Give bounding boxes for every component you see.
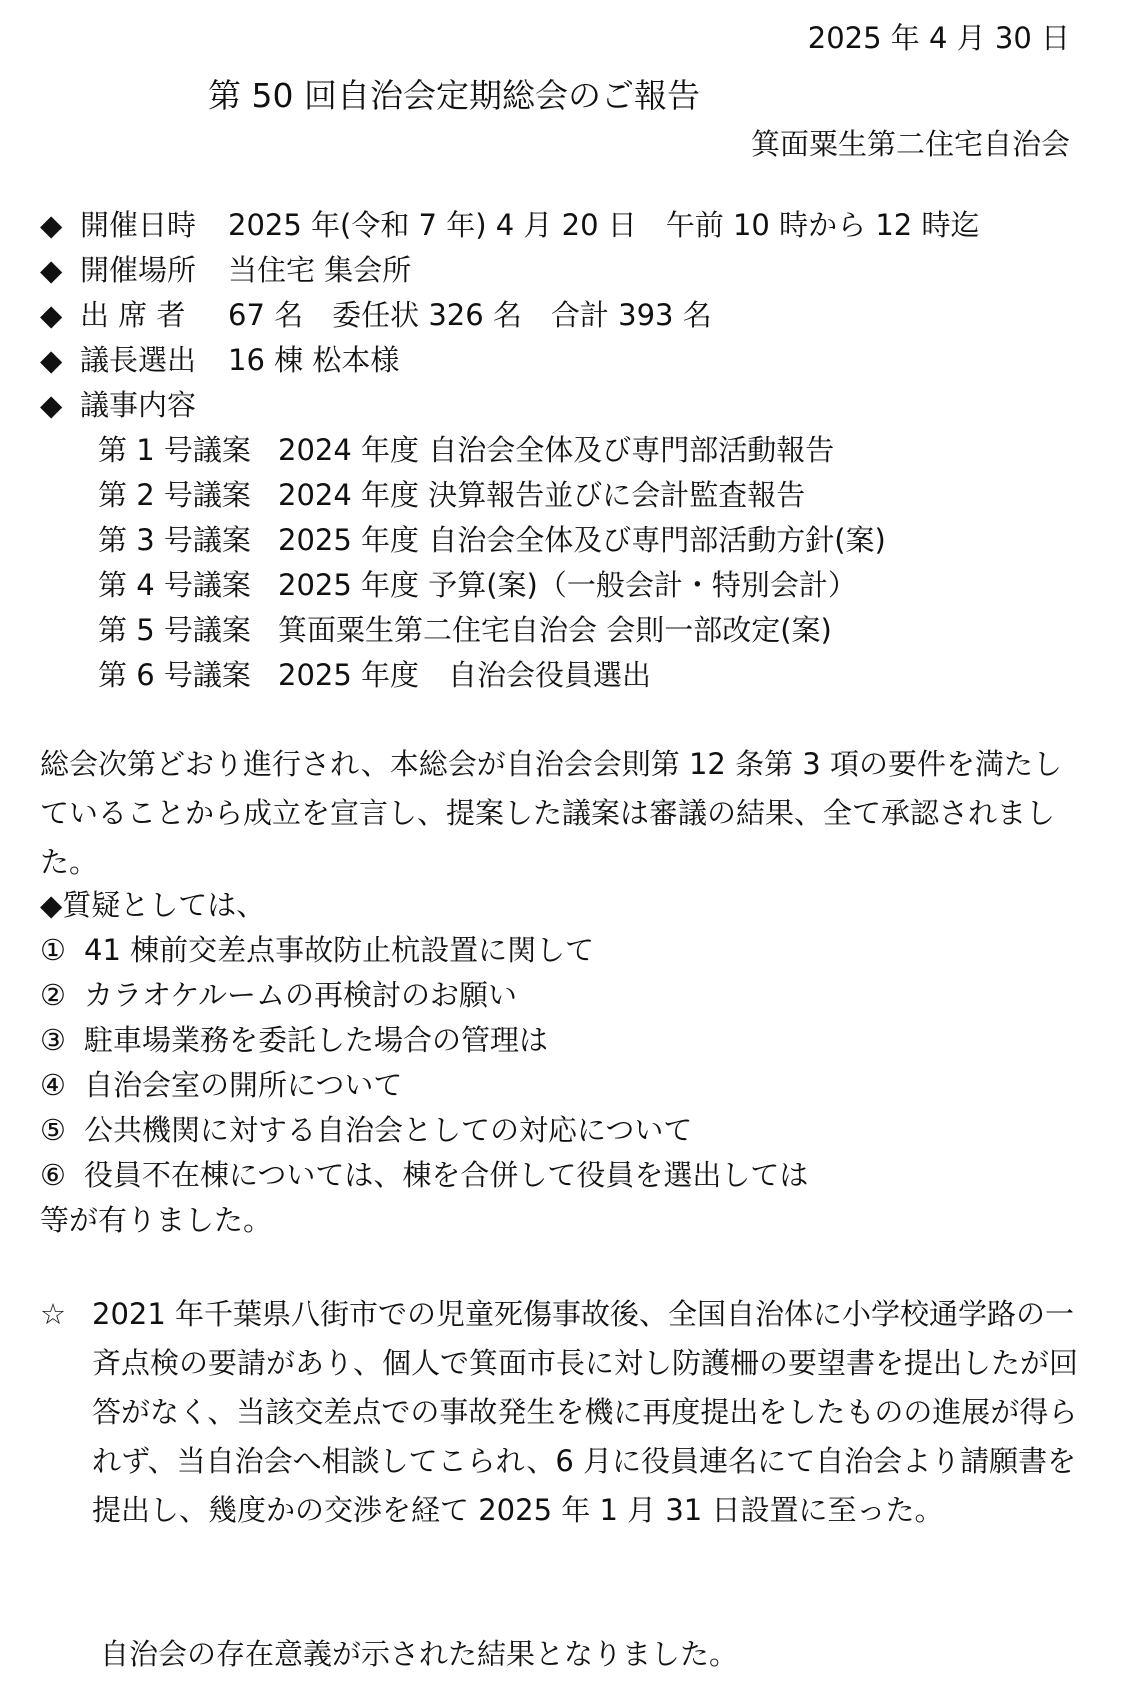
- question-text: 41 棟前交差点事故防止杭設置に関して: [84, 933, 595, 967]
- note-block: [40, 1290, 1090, 1535]
- info-row-date: [40, 205, 979, 245]
- info-row-venue: [40, 250, 411, 290]
- diamond-bullet-icon: ◆: [40, 298, 63, 332]
- agenda-number: 第 4 号議案: [98, 568, 251, 602]
- diamond-bullet-icon: ◆: [40, 388, 63, 422]
- circled-number: ⑥: [40, 1158, 66, 1192]
- closing-text: 自治会の存在意義が示された結果となりました。: [100, 1637, 739, 1671]
- diamond-bullet-icon: ◆: [40, 253, 63, 287]
- agenda-content: 2024 年度 自治会全体及び専門部活動報告: [278, 433, 835, 467]
- agenda-item: [98, 520, 886, 560]
- question-text: 駐車場業務を委託した場合の管理は: [84, 1023, 549, 1057]
- agenda-item: [98, 610, 832, 650]
- questions-heading: ◆質疑としては、: [40, 888, 266, 922]
- note-text: 2021 年千葉県八街市での児童死傷事故後、全国自治体に小学校通学路の一斉点検の要請があり、個人で箕面市長に対し防護柵の要望書を提出したが回答がなく、当該交差点での事故発生を機に再度提出をしたものの進展が得られず、当自治会へ相談してこられ、6 月に役員連名にて自治会より請願書を提出し、幾度かの交渉を経て 2025 年 1 月 31 日設置に至った。: [92, 1297, 1079, 1527]
- info-value: 2025 年(令和 7 年) 4 月 20 日 午前 10 時から 12 時迄: [228, 208, 980, 242]
- agenda-content: 2025 年度 自治会役員選出: [278, 658, 652, 692]
- agenda-content: 箕面粟生第二住宅自治会 会則一部改定(案): [278, 613, 832, 647]
- page-title: 第 50 回自治会定期総会のご報告: [208, 76, 700, 115]
- info-label: 出 席 者: [80, 298, 186, 332]
- agenda-content: 2025 年度 自治会全体及び専門部活動方針(案): [278, 523, 886, 557]
- circled-number: ④: [40, 1068, 66, 1102]
- info-value: 当住宅 集会所: [228, 253, 412, 287]
- circled-number: ③: [40, 1023, 66, 1057]
- question-text: 公共機関に対する自治会としての対応について: [84, 1113, 693, 1147]
- info-label: 議事内容: [80, 388, 197, 422]
- question-item: [40, 1065, 402, 1105]
- agenda-item: [98, 430, 834, 470]
- organization-name: 箕面粟生第二住宅自治会: [750, 127, 1070, 161]
- info-label: 開催日時: [80, 208, 197, 242]
- circled-number: ①: [40, 933, 66, 967]
- diamond-bullet-icon: ◆: [40, 343, 63, 377]
- question-item: [40, 930, 594, 970]
- agenda-item: [98, 565, 857, 605]
- question-text: 自治会室の開所について: [84, 1068, 403, 1102]
- star-icon: ☆: [40, 1297, 66, 1331]
- question-item: [40, 1155, 808, 1195]
- circled-number: ⑤: [40, 1113, 66, 1147]
- agenda-item: [98, 655, 651, 695]
- circled-number: ②: [40, 978, 66, 1012]
- question-item: [40, 1110, 692, 1150]
- info-row-chair: [40, 340, 399, 380]
- question-item: [40, 975, 517, 1015]
- report-date: 2025 年 4 月 30 日: [807, 21, 1070, 55]
- agenda-number: 第 6 号議案: [98, 658, 251, 692]
- question-text: カラオケルームの再検討のお願い: [84, 978, 517, 1012]
- agenda-item: [98, 475, 805, 515]
- summary-paragraph: 総会次第どおり進行され、本総会が自治会会則第 12 条第 3 項の要件を満たしていることから成立を宣言し、提案した議案は審議の結果、全て承認されました。: [40, 747, 1062, 879]
- agenda-number: 第 1 号議案: [98, 433, 251, 467]
- agenda-number: 第 5 号議案: [98, 613, 251, 647]
- agenda-number: 第 3 号議案: [98, 523, 251, 557]
- info-label: 開催場所: [80, 253, 197, 287]
- agenda-content: 2025 年度 予算(案)（一般会計・特別会計）: [278, 568, 857, 602]
- diamond-bullet-icon: ◆: [40, 208, 63, 242]
- info-value: 67 名 委任状 326 名 合計 393 名: [228, 298, 712, 332]
- question-item: [40, 1020, 548, 1060]
- questions-footer: 等が有りました。: [40, 1203, 273, 1237]
- info-label: 議長選出: [80, 343, 197, 377]
- info-row-attendees: [40, 295, 712, 335]
- agenda-number: 第 2 号議案: [98, 478, 251, 512]
- agenda-content: 2024 年度 決算報告並びに会計監査報告: [278, 478, 806, 512]
- question-text: 役員不在棟については、棟を合併して役員を選出しては: [84, 1158, 809, 1192]
- info-row-agenda: [40, 385, 228, 425]
- info-value: 16 棟 松本様: [228, 343, 400, 377]
